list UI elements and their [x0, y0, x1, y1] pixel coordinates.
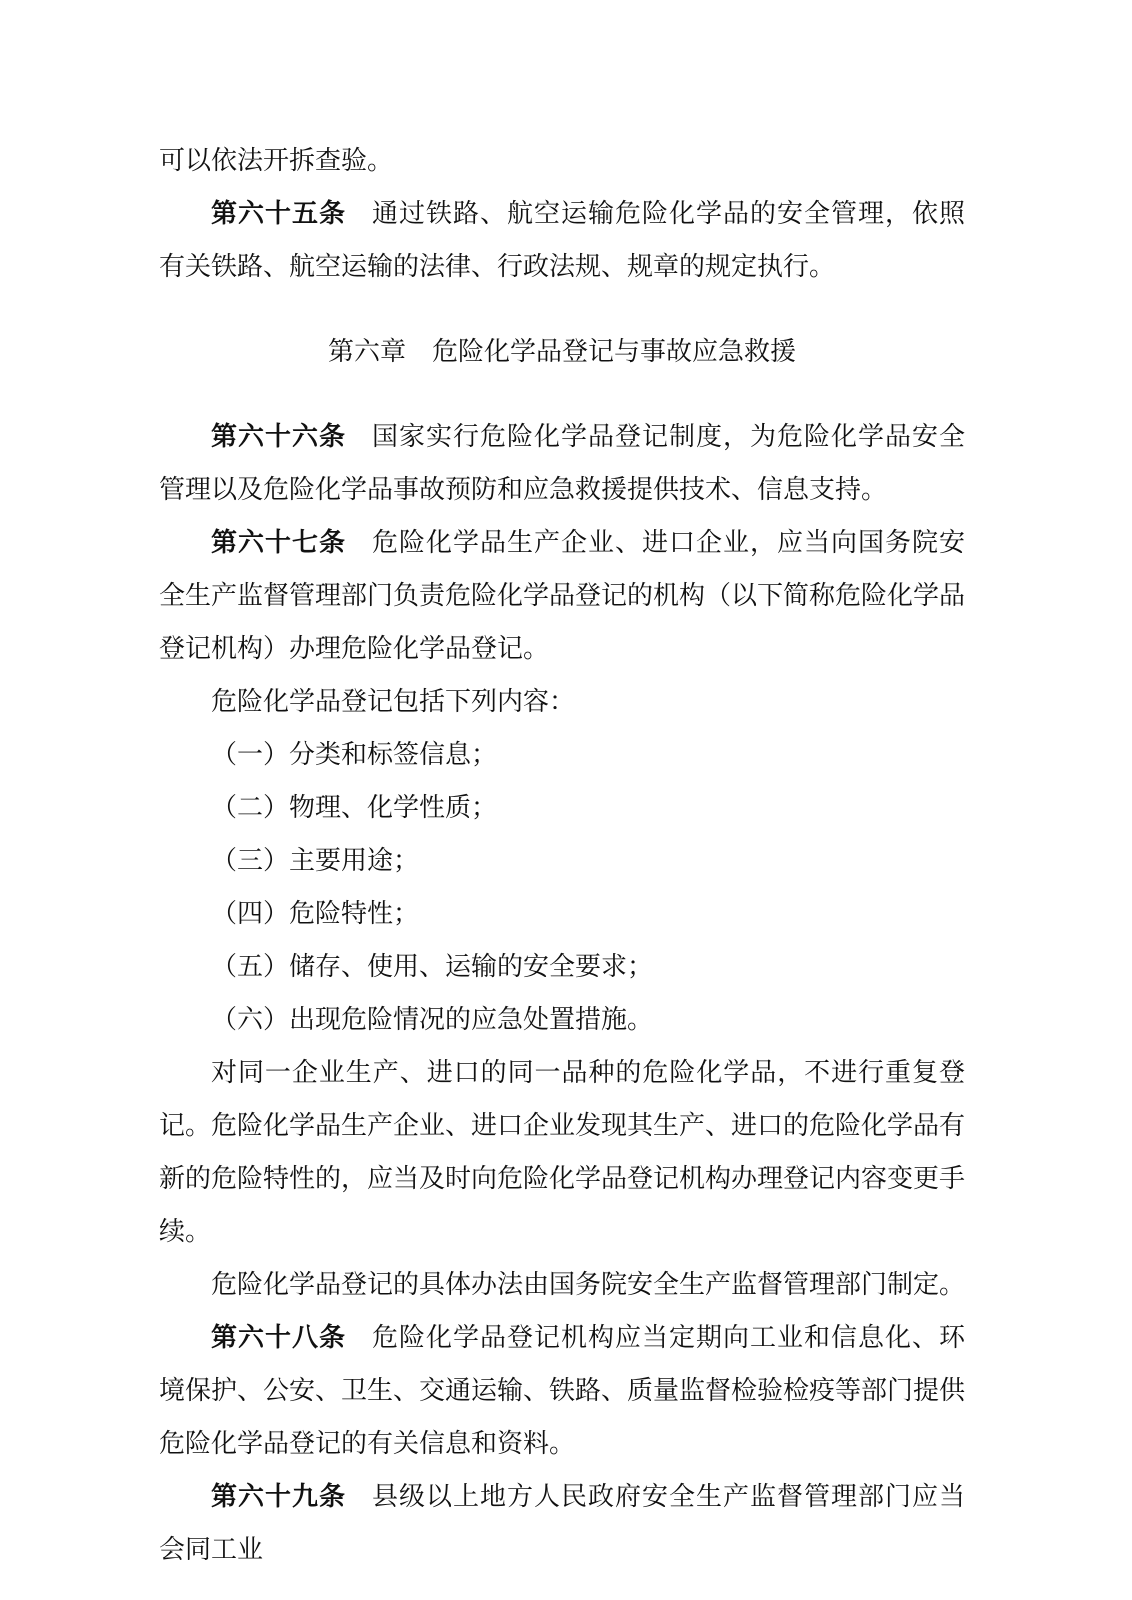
article-paragraph	[159, 410, 965, 516]
article-number: 第六十五条	[211, 199, 346, 228]
list-item: （四）危险特性；	[211, 899, 420, 928]
article-text: 县级以上地方人民政府安全生产监督管理部门应当会同工业	[159, 1482, 965, 1564]
article-paragraph	[159, 1470, 965, 1576]
article-number: 第六十九条	[211, 1482, 346, 1511]
list-item: （六）出现危险情况的应急处置措施。	[211, 1005, 654, 1034]
article-number: 第六十七条	[211, 528, 346, 557]
article-number: 第六十八条	[211, 1323, 346, 1352]
paragraph: 危险化学品登记的具体办法由国务院安全生产监督管理部门制定。	[211, 1270, 966, 1299]
paragraph: 危险化学品登记包括下列内容：	[211, 687, 576, 716]
list-item: （一）分类和标签信息；	[211, 740, 498, 769]
article-paragraph	[159, 516, 965, 675]
chapter-heading: 第六章 危险化学品登记与事故应急救援	[327, 337, 796, 366]
list-item: （五）储存、使用、运输的安全要求；	[211, 952, 654, 981]
article-text: 通过铁路、航空运输危险化学品的安全管理，依照有关铁路、航空运输的法律、行政法规、规章的规定执行。	[159, 199, 965, 281]
paragraph: 对同一企业生产、进口的同一品种的危险化学品，不进行重复登记。危险化学品生产企业、进口企业发现其生产、进口的危险化学品有新的危险特性的，应当及时向危险化学品登记机构办理登记内容变更手续。	[159, 1058, 966, 1246]
list-item: （三）主要用途；	[211, 846, 420, 875]
paragraph: 可以依法开拆查验。	[159, 146, 394, 175]
article-text: 危险化学品登记机构应当定期向工业和信息化、环境保护、公安、卫生、交通运输、铁路、质量监督检验检疫等部门提供危险化学品登记的有关信息和资料。	[159, 1323, 966, 1458]
article-number: 第六十六条	[211, 422, 346, 451]
document-body	[159, 134, 965, 1576]
article-text: 危险化学品生产企业、进口企业，应当向国务院安全生产监督管理部门负责危险化学品登记的机构（以下简称危险化学品登记机构）办理危险化学品登记。	[159, 528, 966, 663]
article-paragraph	[159, 1311, 965, 1470]
article-text: 国家实行危险化学品登记制度，为危险化学品安全管理以及危险化学品事故预防和应急救援提供技术、信息支持。	[159, 422, 965, 504]
list-item: （二）物理、化学性质；	[211, 793, 498, 822]
article-paragraph	[159, 187, 965, 293]
